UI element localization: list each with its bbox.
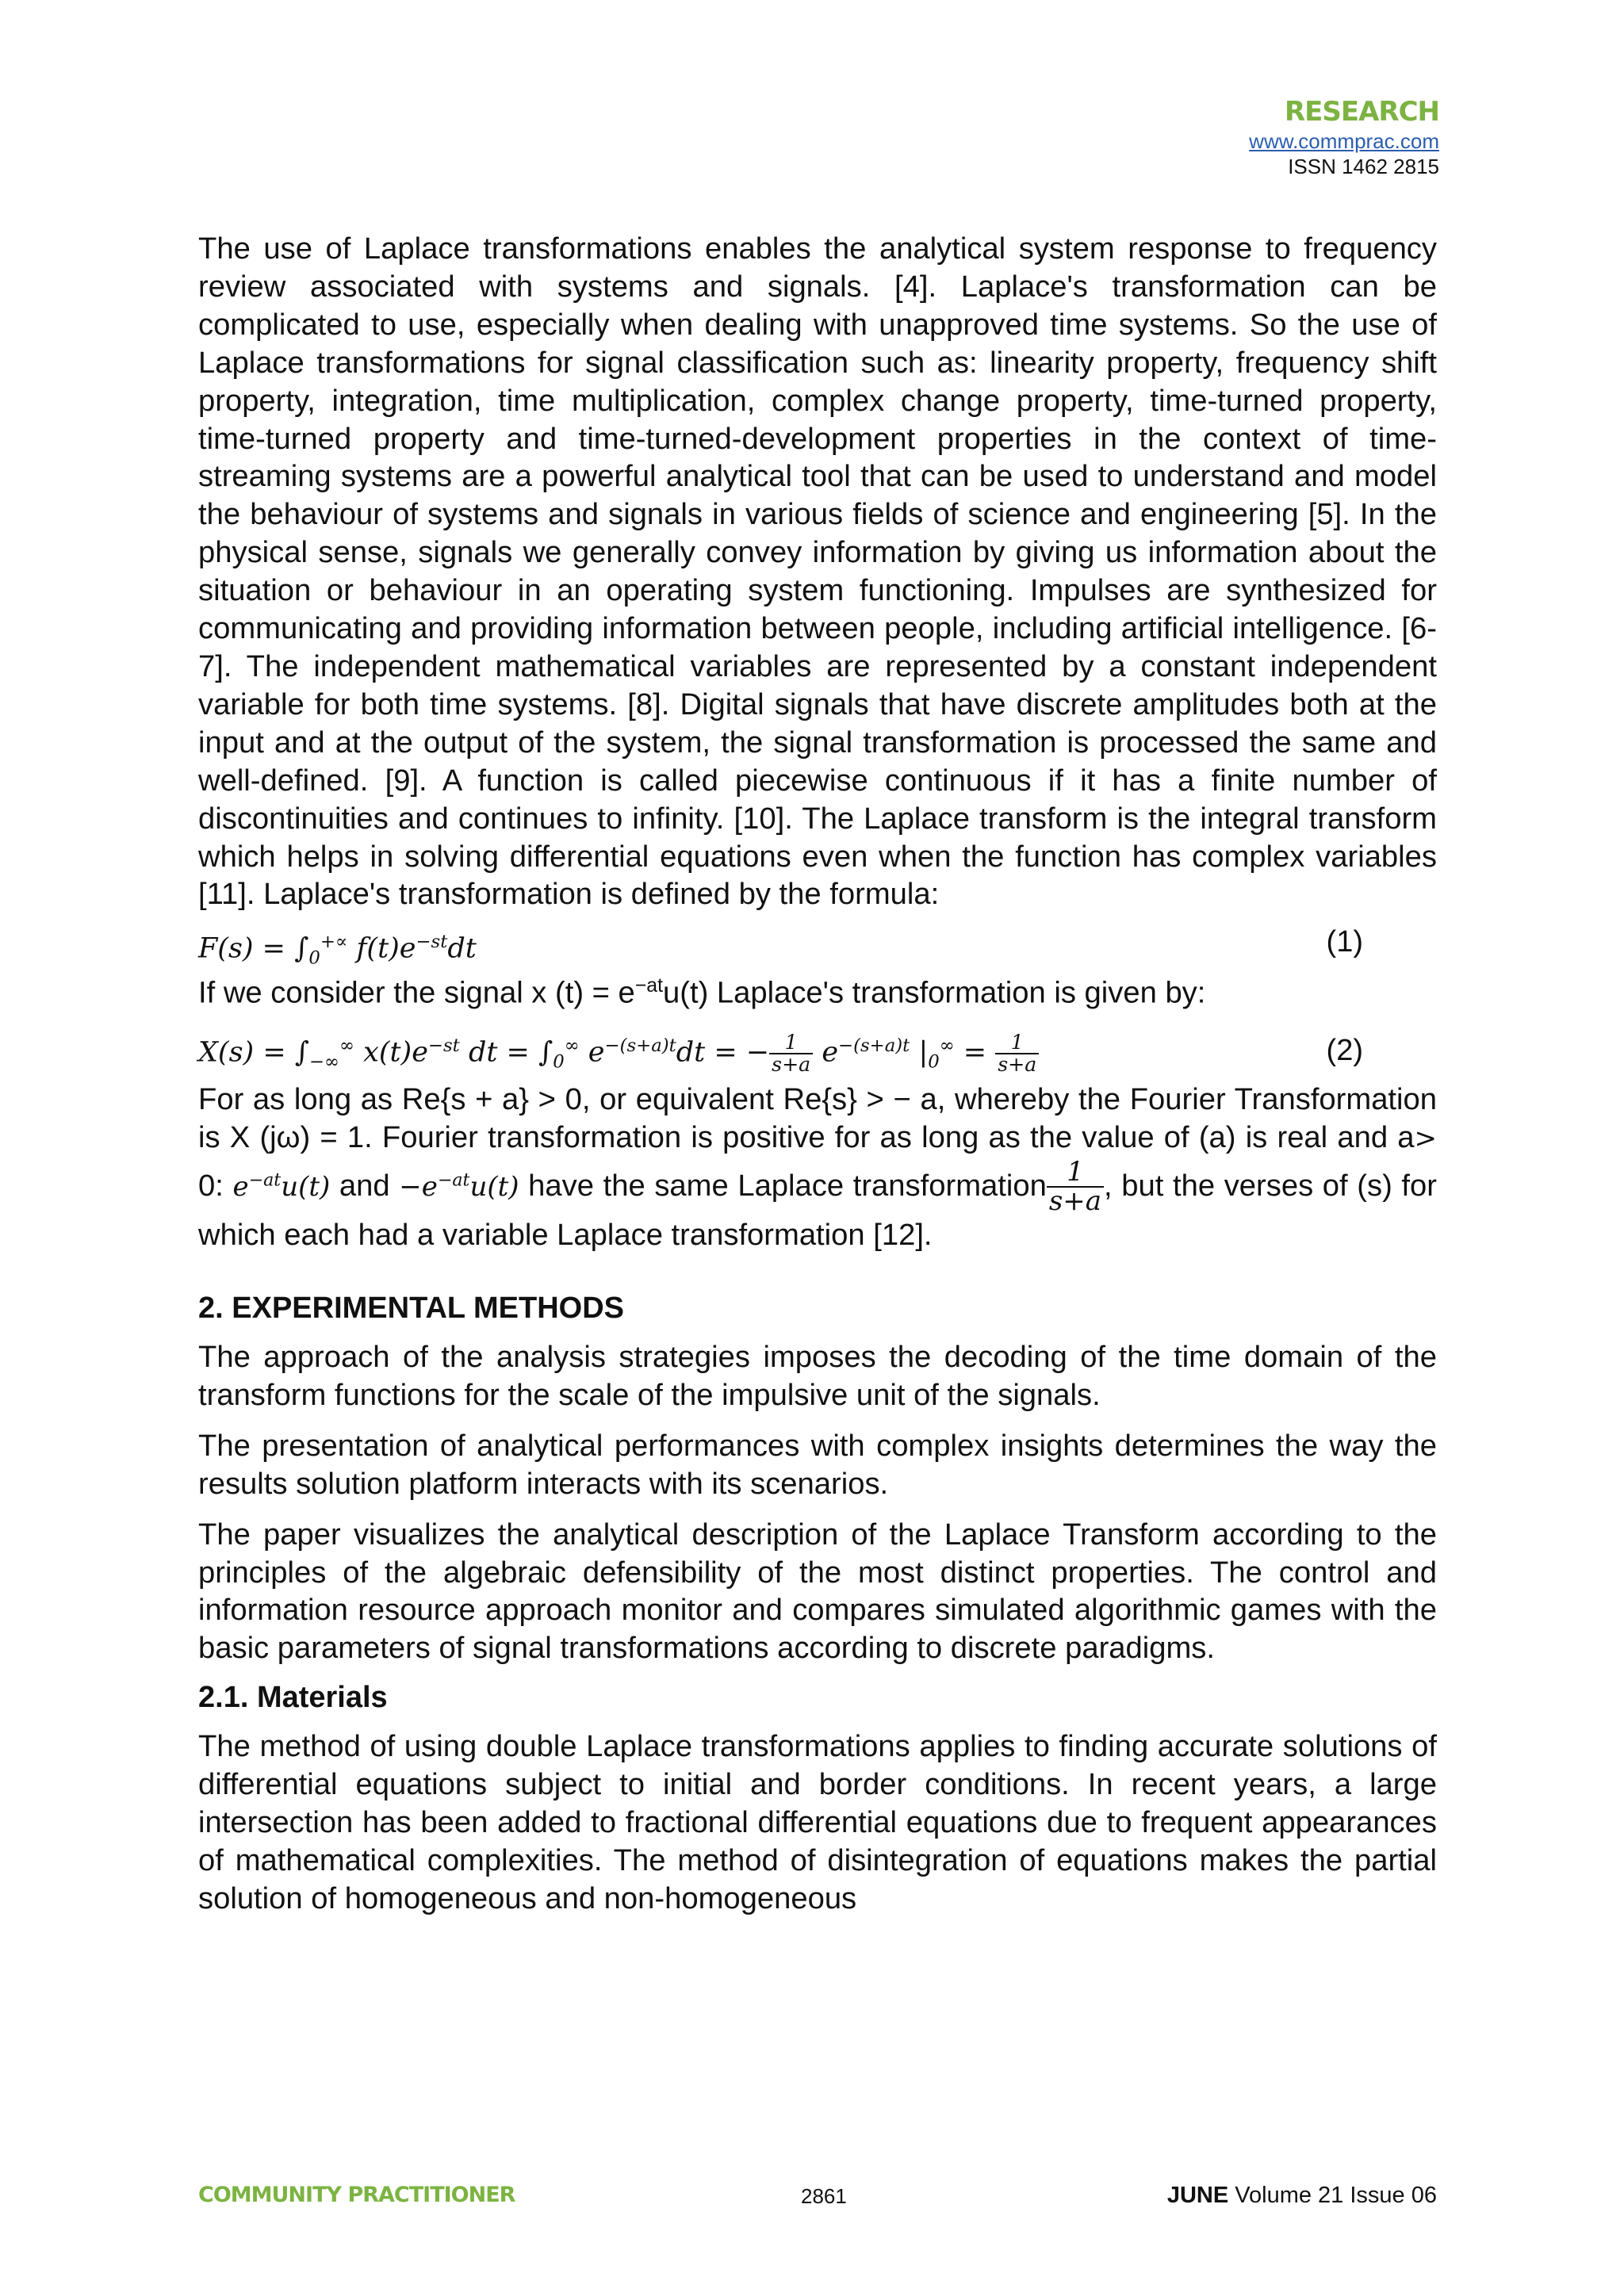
issn-label: ISSN 1462 2815	[1288, 155, 1439, 178]
fourier-text-4: have the same Laplace transformation	[519, 1168, 1047, 1203]
signal-sentence-prefix: If we consider the signal x (t) = e	[198, 976, 635, 1011]
equation-2	[198, 1024, 1437, 1077]
equation-1	[198, 920, 1437, 969]
journal-url-link[interactable]: www.commprac.com	[1249, 129, 1439, 153]
materials-paragraph: The method of using double Laplace transformations applies to finding accurate solutions of differential equations subject to initial and border conditions. In recent years, a large intersection has been added to fractional differential equations due to frequent appearances of mathematical complexities. The method of disintegration of equations makes the partial solution of homogeneous and non-homogeneous	[198, 1729, 1437, 1915]
issue-month: JUNE	[1166, 2183, 1229, 2208]
equation-1-number: (1)	[1326, 925, 1363, 959]
page-footer	[198, 2183, 1437, 2214]
methods-paragraph-1: The approach of the analysis strategies imposes the decoding of the time domain of the transform functions for the scale of the impulsive unit of the signals.	[198, 1340, 1437, 1412]
methods-paragraph-2: The presentation of analytical performances with complex insights determines the way the results solution platform interacts with its scenarios.	[198, 1428, 1437, 1501]
page-header	[1249, 95, 1439, 179]
fourier-text-3: and	[330, 1168, 400, 1203]
signal-sentence-exponent: −at	[634, 975, 664, 997]
article-body	[198, 230, 1437, 1918]
issue-info	[1167, 2183, 1437, 2209]
page-number: 2861	[801, 2184, 847, 2208]
intro-paragraph: The use of Laplace transformations enables the analytical system response to frequency review associated with systems and signals. [4]. Laplace's transformation can be complicated to use, especially when dealing with unapproved time systems. So the use of Laplace transformations for signal classification such as: linearity property, frequency shift property, integration, time multiplication, complex change property, time-turned property, time-turned property and time-turned-development properties in the context of time-streaming systems are a powerful analytical tool that can be used to understand and model the behaviour of systems and signals in various fields of science and engineering [5]. In the physical sense, signals we generally convey information by giving us information about the situation or behaviour in an operating system functioning. Impulses are synthesized for communicating and providing information between people, including artificial intelligence. [6-7]. The independent mathematical variables are represented by a constant independent variable for both time systems. [8]. Digital signals that have discrete amplitudes both at the input and at the output of the system, the signal transformation is processed the same and well-defined. [9]. A function is called piecewise continuous if it has a finite number of discontinuities and continues to infinity. [10]. The Laplace transform is the integral transform which helps in solving differential equations even when the function has complex variables [11]. Laplace's transformation is defined by the formula:	[198, 232, 1437, 912]
equation-2-number: (2)	[1326, 1033, 1363, 1067]
fourier-text-2: 0:	[198, 1168, 233, 1203]
journal-name: COMMUNITY PRACTITIONER	[198, 2183, 515, 2207]
fourier-paragraph: For as long as Re{s + a} > 0, or equivalent Re{s} > − a, whereby the Fourier Transformation is X (jω) = 1. Fourier transformation is positive for as long as the value of (a) is real and a> 0: $e^{-at}u(t)$ and $-e^{-at}u(t)$ have the same Laplace transformation $\frac{1}{s+a}$ , but the verses of (s) for which each had a variable Laplace transformation [12].	[198, 1081, 1437, 1253]
signal-sentence-suffix: u(t) Laplace's transformation is given by:	[663, 976, 1206, 1011]
equation-1-expression: $F(s) = \int_0^{+\propto}$ $f(t)e^{-st}dt$	[198, 932, 477, 969]
section-heading: 2. EXPERIMENTAL METHODS	[198, 1292, 624, 1326]
inline-fraction: $\frac{1}{s+a}$	[1047, 1158, 1104, 1216]
fourier-text-5: , but the verses of (s) for which each had a variable Laplace transformation [12].	[198, 1168, 1437, 1253]
methods-paragraph-3: The paper visualizes the analytical description of the Laplace Transform according to the principles of the algebraic defensibility of the most distinct properties. The control and information resource approach monitor and compares simulated algorithmic games with the basic parameters of signal transformations according to discrete paradigms.	[198, 1517, 1437, 1666]
equation-2-expression: $X(s) = \int_{-\infty}^\infty$ $x(t)e^{-st}$ dt = $\int_0^\infty$ $e^{-(s+a)t}dt$ = − $\frac{1}{s+a}$ $e^{-(s+a)t}$ $|_0^\infty$ = $\frac{1}{s+a}$	[198, 1024, 1039, 1085]
section-label: RESEARCH	[1284, 96, 1439, 128]
subsection-heading: 2.1. Materials	[198, 1681, 388, 1715]
issue-volume: Volume 21 Issue 06	[1235, 2183, 1437, 2208]
fourier-text-1: For as long as Re{s + a} > 0, or equivalent Re{s} > − a, whereby the Fourier Transformation is X (jω) = 1. Fourier transformation is positive for as long as the value of (a) is real and a	[198, 1081, 1437, 1154]
